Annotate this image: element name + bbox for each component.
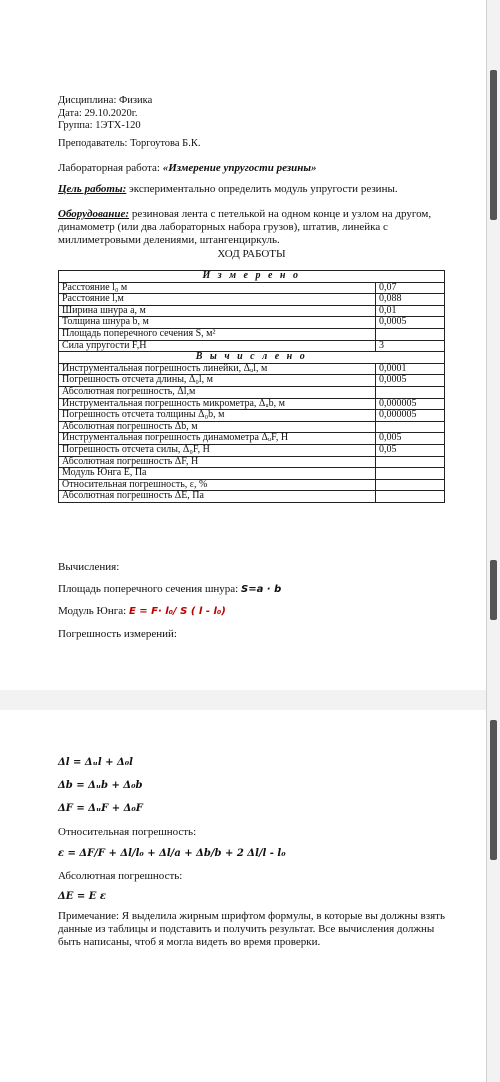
row-value: 0,0005 [376,317,445,329]
row-value [376,328,445,340]
row-quantity: Абсолютная погрешность ΔЕ, Па [59,491,376,503]
row-value [376,491,445,503]
row-value: 3 [376,340,445,352]
row-value [376,421,445,433]
row-quantity: Сила упругости F,Н [59,340,376,352]
young-line: Модуль Юнга: E = F· l₀/ S ( l - l₀) [58,605,226,617]
document-header [58,95,200,150]
table-row [59,479,445,491]
table-row [59,433,445,445]
table-row [59,456,445,468]
row-quantity: Модуль Юнга Е, Па [59,468,376,480]
table-section-header [59,352,445,364]
table-row [59,410,445,422]
row-value [376,386,445,398]
date-line: Дата: 29.10.2020г. [58,107,138,119]
row-value [376,479,445,491]
note-paragraph: Примечание: Я выделила жирным шрифтом формулы, в которые вы должны взять данные из таблицы и подставить и получить результат. Все вычисления должны быть написаны, чтоб я могла видеть во время проверки. [58,910,445,948]
equipment-label: Оборудование: [58,208,130,220]
relative-error-formula: ε = ΔF/F + Δl/l₀ + Δl/a + Δb/b + 2 Δl/l - l₀ [58,848,286,859]
row-quantity: Погрешность отсчета силы, Δ₀F, Н [59,444,376,456]
row-quantity: Расстояние l,м [59,294,376,306]
row-quantity: Относительная погрешность, ε, % [59,479,376,491]
group-line: Группа: 1ЭТХ-120 [58,120,141,131]
section-title: В ы ч и с л е н о [59,352,445,364]
row-value: 0,0005 [376,375,445,387]
row-quantity: Погрешность отсчета длины, Δ₀l, м [59,375,376,387]
row-quantity: Инструментальная погрешность линейки, Δᵤl, м [59,363,376,375]
table-row [59,398,445,410]
row-value: 0,088 [376,294,445,306]
work-title: ХОД РАБОТЫ [217,248,286,260]
row-value [376,456,445,468]
equipment-paragraph [58,208,458,247]
page-gap [0,690,500,710]
teacher-line: Преподаватель: Торгоутова Б.К. [58,137,201,149]
formula-db: Δb = Δᵤb + Δ₀b [58,780,143,791]
lab-title: Лабораторная работа: «Измерение упругости резины» [58,162,317,174]
row-quantity: Инструментальная погрешность микрометра, Δᵤb, м [59,398,376,410]
section-title: И з м е р е н о [59,271,445,283]
table-row [59,340,445,352]
table-row [59,421,445,433]
row-quantity: Абсолютная погрешность Δb, м [59,421,376,433]
row-quantity: Расстояние l₀ м [59,282,376,294]
formula-dl: Δl = Δᵤl + Δ₀l [58,757,133,768]
table-row [59,444,445,456]
error-heading: Погрешность измерений: [58,628,177,640]
row-quantity: Площадь поперечного сечения S, м² [59,328,376,340]
scroll-thumb[interactable] [490,720,497,860]
table-section-header [59,271,445,283]
lab-name: «Измерение упругости резины» [162,162,317,174]
area-formula: S=a · b [241,584,282,595]
row-value: 0,0001 [376,363,445,375]
table-row [59,491,445,503]
row-quantity: Погрешность отсчета толщины Δ₀b, м [59,410,376,422]
table-row [59,282,445,294]
discipline-line: Дисциплина: Физика [58,95,153,106]
table-row [59,468,445,480]
row-value: 0,005 [376,433,445,445]
scroll-mark [490,70,497,220]
row-value: 0,01 [376,305,445,317]
row-value: 0,05 [376,444,445,456]
row-quantity: Ширина шнура а, м [59,305,376,317]
row-quantity: Абсолютная погрешность, Δl,м [59,386,376,398]
scroll-mark [490,560,497,620]
calc-heading: Вычисления: [58,561,120,573]
table-row [59,305,445,317]
table-row [59,328,445,340]
row-quantity: Инструментальная погрешность динамометра ΔᵤF, Н [59,433,376,445]
relative-error-label: Относительная погрешность: [58,826,197,838]
row-quantity: Толщина шнура b, м [59,317,376,329]
goal-label: Цель работы: [58,183,127,195]
table-row [59,386,445,398]
absolute-error-formula: ΔE = E ε [58,891,106,902]
row-value: 0,07 [376,282,445,294]
row-value: 0,000005 [376,410,445,422]
row-value [376,468,445,480]
table-row [59,363,445,375]
formula-df: ΔF = ΔᵤF + Δ₀F [58,803,143,814]
results-table [58,270,445,503]
scrollbar[interactable] [486,0,500,1082]
goal-text: экспериментально определить модуль упругости резины. [126,183,398,195]
table-row [59,375,445,387]
goal-paragraph [58,183,458,196]
area-line: Площадь поперечного сечения шнура: S=a · b [58,583,282,595]
equipment-text: резиновая лента с петелькой на одном конце и узлом на другом, динамометр (или два лабораторных набора грузов), штатив, линейка с миллиметровыми делениями, штангенциркуль. [58,208,432,246]
row-value: 0,000005 [376,398,445,410]
young-formula: E = F· l₀/ S ( l - l₀) [128,606,226,617]
row-quantity: Абсолютная погрешность ΔF, Н [59,456,376,468]
table-row [59,317,445,329]
absolute-error-label: Абсолютная погрешность: [58,870,183,882]
table-row [59,294,445,306]
